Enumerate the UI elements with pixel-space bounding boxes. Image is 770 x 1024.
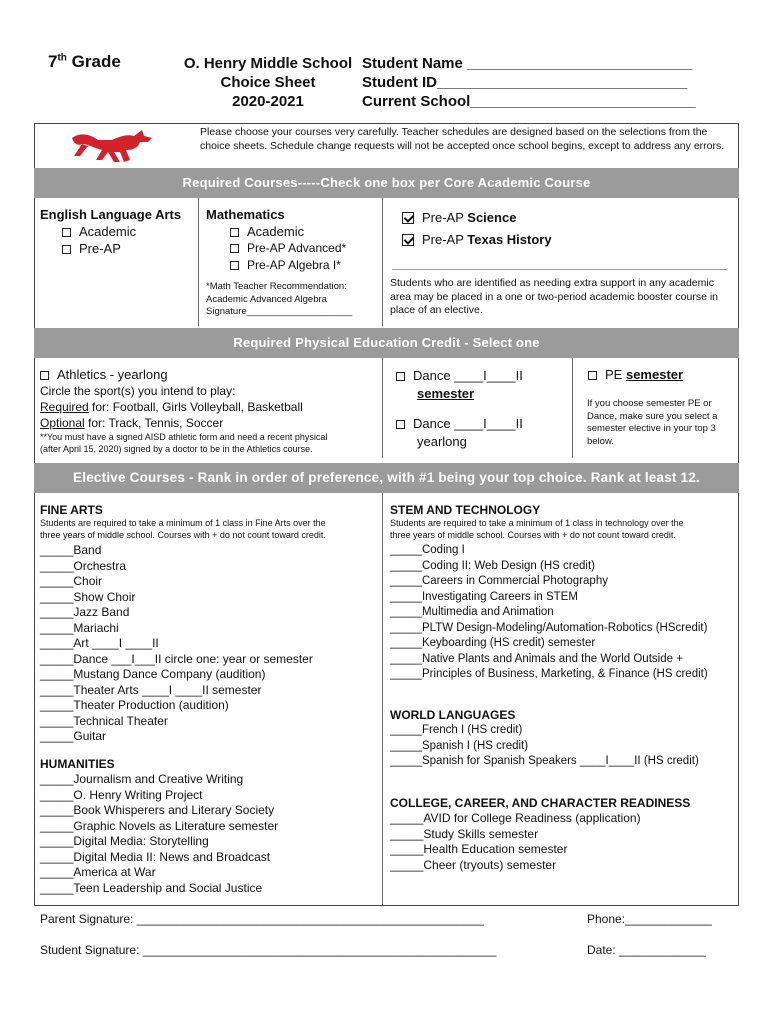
required-sports[interactable] bbox=[40, 400, 303, 414]
note-line: Students are required to take a minimum of 1 class in technology over the bbox=[390, 518, 684, 528]
note-line: three years of middle school. Courses with + do not count toward credit. bbox=[390, 530, 676, 540]
elective-rank-item[interactable]: _____Native Plants and Animals and the World Outside + bbox=[390, 652, 683, 665]
elective-rank-item[interactable]: _____Coding I bbox=[390, 544, 465, 556]
stem-title: STEM AND TECHNOLOGY bbox=[390, 503, 541, 517]
elective-rank-item[interactable]: _____Orchestra bbox=[40, 558, 127, 573]
note-line: Academic Advanced Algebra bbox=[206, 293, 327, 305]
elective-rank-item[interactable]: _____Coding II: Web Design (HS credit) bbox=[390, 559, 595, 572]
divider bbox=[572, 358, 573, 458]
elective-rank-item[interactable]: _____Spanish for Spanish Speakers ____I____II (HS credit) bbox=[390, 755, 699, 767]
current-school-field[interactable]: Current School___________________________ bbox=[362, 93, 696, 110]
required-sports-text: for: Football, Girls Volleyball, Basketball bbox=[88, 400, 303, 414]
dance-semester-option[interactable] bbox=[396, 367, 523, 403]
elective-rank-item[interactable]: _____Jazz Band bbox=[40, 605, 130, 619]
elective-rank-item[interactable]: _____Mariachi bbox=[40, 620, 119, 635]
elective-rank-item[interactable]: _____Theater Arts ____I ____II semester bbox=[40, 682, 262, 697]
option-label: Pre-AP bbox=[422, 210, 468, 225]
support-note: Students who are identified as needing extra support in any academic area may be placed in a one or two-period academic booster course in place of an elective. bbox=[390, 277, 719, 316]
math-title: Mathematics bbox=[206, 207, 285, 222]
elective-rank-item[interactable]: _____AVID for College Readiness (application) bbox=[390, 811, 641, 825]
elective-rank-item[interactable]: _____Teen Leadership and Social Justice bbox=[40, 880, 263, 895]
option-label: Academic bbox=[79, 224, 137, 239]
option-label: Pre-AP Algebra I* bbox=[247, 258, 341, 272]
elective-rank-item[interactable]: _____O. Henry Writing Project bbox=[40, 787, 203, 802]
divider bbox=[392, 269, 727, 270]
ela-title: English Language Arts bbox=[40, 207, 182, 222]
elective-rank-item[interactable]: _____Careers in Commercial Photography bbox=[390, 575, 608, 587]
math-advanced-option[interactable] bbox=[230, 241, 346, 255]
option-label: Pre-AP bbox=[422, 232, 468, 247]
elective-rank-item[interactable]: _____Digital Media: Storytelling bbox=[40, 834, 209, 848]
pe-semester-option[interactable] bbox=[588, 367, 683, 382]
elective-rank-item[interactable]: _____Book Whisperers and Literary Society bbox=[40, 803, 275, 817]
elective-rank-item[interactable]: _____America at War bbox=[40, 865, 156, 879]
checkbox-icon[interactable] bbox=[588, 371, 597, 380]
stem-list bbox=[390, 543, 708, 683]
date-field[interactable]: Date: _____________ bbox=[587, 943, 706, 957]
ela-preap-option[interactable] bbox=[62, 241, 121, 256]
elective-rank-item[interactable]: _____PLTW Design-Modeling/Automation-Robotics (HScredit) bbox=[390, 621, 708, 634]
elective-rank-item[interactable]: _____Art ____I ____II bbox=[40, 636, 159, 650]
checkbox-icon[interactable] bbox=[230, 228, 239, 237]
option-label: Athletics - yearlong bbox=[57, 367, 168, 382]
note-line: three years of middle school. Courses with + do not count toward credit. bbox=[40, 530, 326, 540]
student-info bbox=[362, 54, 696, 111]
stem-note bbox=[390, 517, 684, 541]
school-year: 2020-2021 bbox=[232, 93, 304, 110]
checked-box-icon[interactable] bbox=[402, 234, 414, 246]
option-label: Science bbox=[467, 210, 517, 225]
elective-rank-item[interactable]: _____Keyboarding (HS credit) semester bbox=[390, 637, 596, 649]
option-label: Dance ____I____II bbox=[413, 416, 523, 431]
option-label: Academic bbox=[247, 224, 305, 239]
optional-label: Optional bbox=[40, 416, 85, 430]
elective-rank-item[interactable]: _____Show Choir bbox=[40, 589, 136, 604]
divider bbox=[382, 493, 383, 905]
school-name: O. Henry Middle School bbox=[183, 55, 353, 72]
world-languages-title: WORLD LANGUAGES bbox=[390, 708, 516, 722]
checkbox-icon[interactable] bbox=[62, 228, 71, 237]
elective-rank-item[interactable]: _____Choir bbox=[40, 574, 103, 588]
divider bbox=[198, 198, 199, 326]
elective-rank-item[interactable]: _____Multimedia and Animation bbox=[390, 606, 554, 618]
elective-rank-item[interactable]: _____Spanish I (HS credit) bbox=[390, 739, 529, 752]
athletics-option[interactable] bbox=[40, 367, 168, 382]
checkbox-icon[interactable] bbox=[62, 245, 71, 254]
optional-sports[interactable] bbox=[40, 416, 223, 430]
school-heading bbox=[178, 54, 358, 111]
optional-sports-text: for: Track, Tennis, Soccer bbox=[84, 416, 224, 430]
science-option[interactable] bbox=[402, 210, 516, 225]
world-languages-list bbox=[390, 723, 699, 770]
option-label: Dance ____I____II bbox=[413, 368, 523, 383]
semester-label: semester bbox=[625, 367, 684, 382]
physical-note bbox=[40, 431, 327, 455]
divider bbox=[382, 198, 383, 326]
semester-label: semester bbox=[417, 386, 475, 401]
elective-rank-item[interactable]: _____Study Skills semester bbox=[390, 826, 539, 841]
student-id-field[interactable]: Student ID______________________________ bbox=[362, 74, 688, 91]
phone-field[interactable]: Phone:_____________ bbox=[587, 912, 712, 926]
option-label: Pre-AP bbox=[79, 241, 121, 256]
elective-rank-item[interactable]: _____Digital Media II: News and Broadcast bbox=[40, 849, 271, 864]
intro-text: Please choose your courses very carefully. Teacher schedules are designed based on the selections from the choice sheets. Schedule change requests will not be accepted once school begins, except to address any errors. bbox=[200, 126, 725, 152]
elective-rank-item[interactable]: _____Graphic Novels as Literature semester bbox=[40, 818, 279, 833]
humanities-list bbox=[40, 772, 278, 896]
humanities-title: HUMANITIES bbox=[40, 757, 115, 771]
electives-bar: Elective Courses - Rank in order of preference, with #1 being your top choice. Rank at least 12. bbox=[34, 463, 739, 493]
sheet-title: Choice Sheet bbox=[220, 74, 316, 91]
fine-arts-note bbox=[40, 517, 326, 541]
option-label: Pre-AP Advanced* bbox=[247, 241, 347, 255]
math-academic-option[interactable] bbox=[230, 224, 304, 239]
option-label: Texas History bbox=[467, 232, 552, 247]
required-label: Required bbox=[40, 400, 89, 414]
divider bbox=[382, 358, 383, 458]
elective-rank-item[interactable]: _____Band bbox=[40, 543, 102, 557]
pe-bar: Required Physical Education Credit - Select one bbox=[34, 328, 739, 358]
elective-rank-item[interactable]: _____Investigating Careers in STEM bbox=[390, 590, 578, 603]
note-line: **You must have a signed AISD athletic form and need a recent physical bbox=[40, 432, 328, 442]
fine-arts-list bbox=[40, 543, 313, 745]
checkbox-icon[interactable] bbox=[40, 371, 49, 380]
checkbox-icon[interactable] bbox=[396, 420, 405, 429]
elective-rank-item[interactable]: _____Technical Theater bbox=[40, 713, 168, 728]
pe-note: If you choose semester PE or Dance, make sure you select a semester elective in your top 3 below. bbox=[587, 398, 718, 447]
math-teacher-note bbox=[206, 281, 352, 319]
ela-academic-option[interactable] bbox=[62, 224, 136, 239]
yearlong-label: yearlong bbox=[417, 434, 467, 449]
student-name-field[interactable]: Student Name ___________________________ bbox=[362, 55, 693, 72]
grade-title: 7th Grade bbox=[48, 52, 121, 71]
elective-rank-item[interactable]: _____Health Education semester bbox=[390, 842, 568, 856]
note-line: Students are required to take a minimum of 1 class in Fine Arts over the bbox=[40, 518, 326, 528]
elective-rank-item[interactable]: _____Guitar bbox=[40, 729, 107, 743]
elective-rank-item[interactable]: _____Theater Production (audition) bbox=[40, 698, 229, 712]
checked-box-icon[interactable] bbox=[402, 212, 414, 224]
sports-instruction: Circle the sport(s) you intend to play: bbox=[40, 384, 236, 398]
checkbox-icon[interactable] bbox=[396, 372, 405, 381]
math-signature-field[interactable]: Signature____________________ bbox=[206, 306, 353, 317]
dance-yearlong-option[interactable] bbox=[396, 415, 523, 451]
student-signature-field[interactable]: Student Signature: _____________________________________________________ bbox=[40, 943, 497, 957]
note-line: *Math Teacher Recommendation: bbox=[206, 281, 347, 292]
elective-rank-item[interactable]: _____Dance ___I___II circle one: year or semester bbox=[40, 651, 313, 666]
elective-rank-item[interactable]: _____Cheer (tryouts) semester bbox=[390, 857, 557, 872]
college-career-list bbox=[390, 811, 641, 873]
elective-rank-item[interactable]: _____Mustang Dance Company (audition) bbox=[40, 667, 266, 681]
checkbox-icon[interactable] bbox=[230, 244, 239, 253]
option-label: PE bbox=[605, 367, 626, 382]
elective-rank-item[interactable]: _____French I (HS credit) bbox=[390, 724, 523, 736]
note-line: (after April 15, 2020) signed by a doctor to be in the Athletics course. bbox=[40, 444, 313, 454]
college-career-title: COLLEGE, CAREER, AND CHARACTER READINESS bbox=[390, 796, 691, 810]
elective-rank-item[interactable]: _____Journalism and Creative Writing bbox=[40, 772, 244, 786]
mustang-logo-icon bbox=[68, 126, 158, 166]
checkbox-icon[interactable] bbox=[230, 261, 239, 270]
required-courses-bar: Required Courses-----Check one box per Core Academic Course bbox=[34, 168, 739, 198]
parent-signature-field[interactable]: Parent Signature: ____________________________________________________ bbox=[40, 912, 484, 926]
math-algebra-option[interactable] bbox=[230, 258, 341, 272]
history-option[interactable] bbox=[402, 232, 552, 247]
fine-arts-title: FINE ARTS bbox=[40, 503, 103, 517]
elective-rank-item[interactable]: _____Principles of Business, Marketing, & Finance (HS credit) bbox=[390, 668, 708, 680]
